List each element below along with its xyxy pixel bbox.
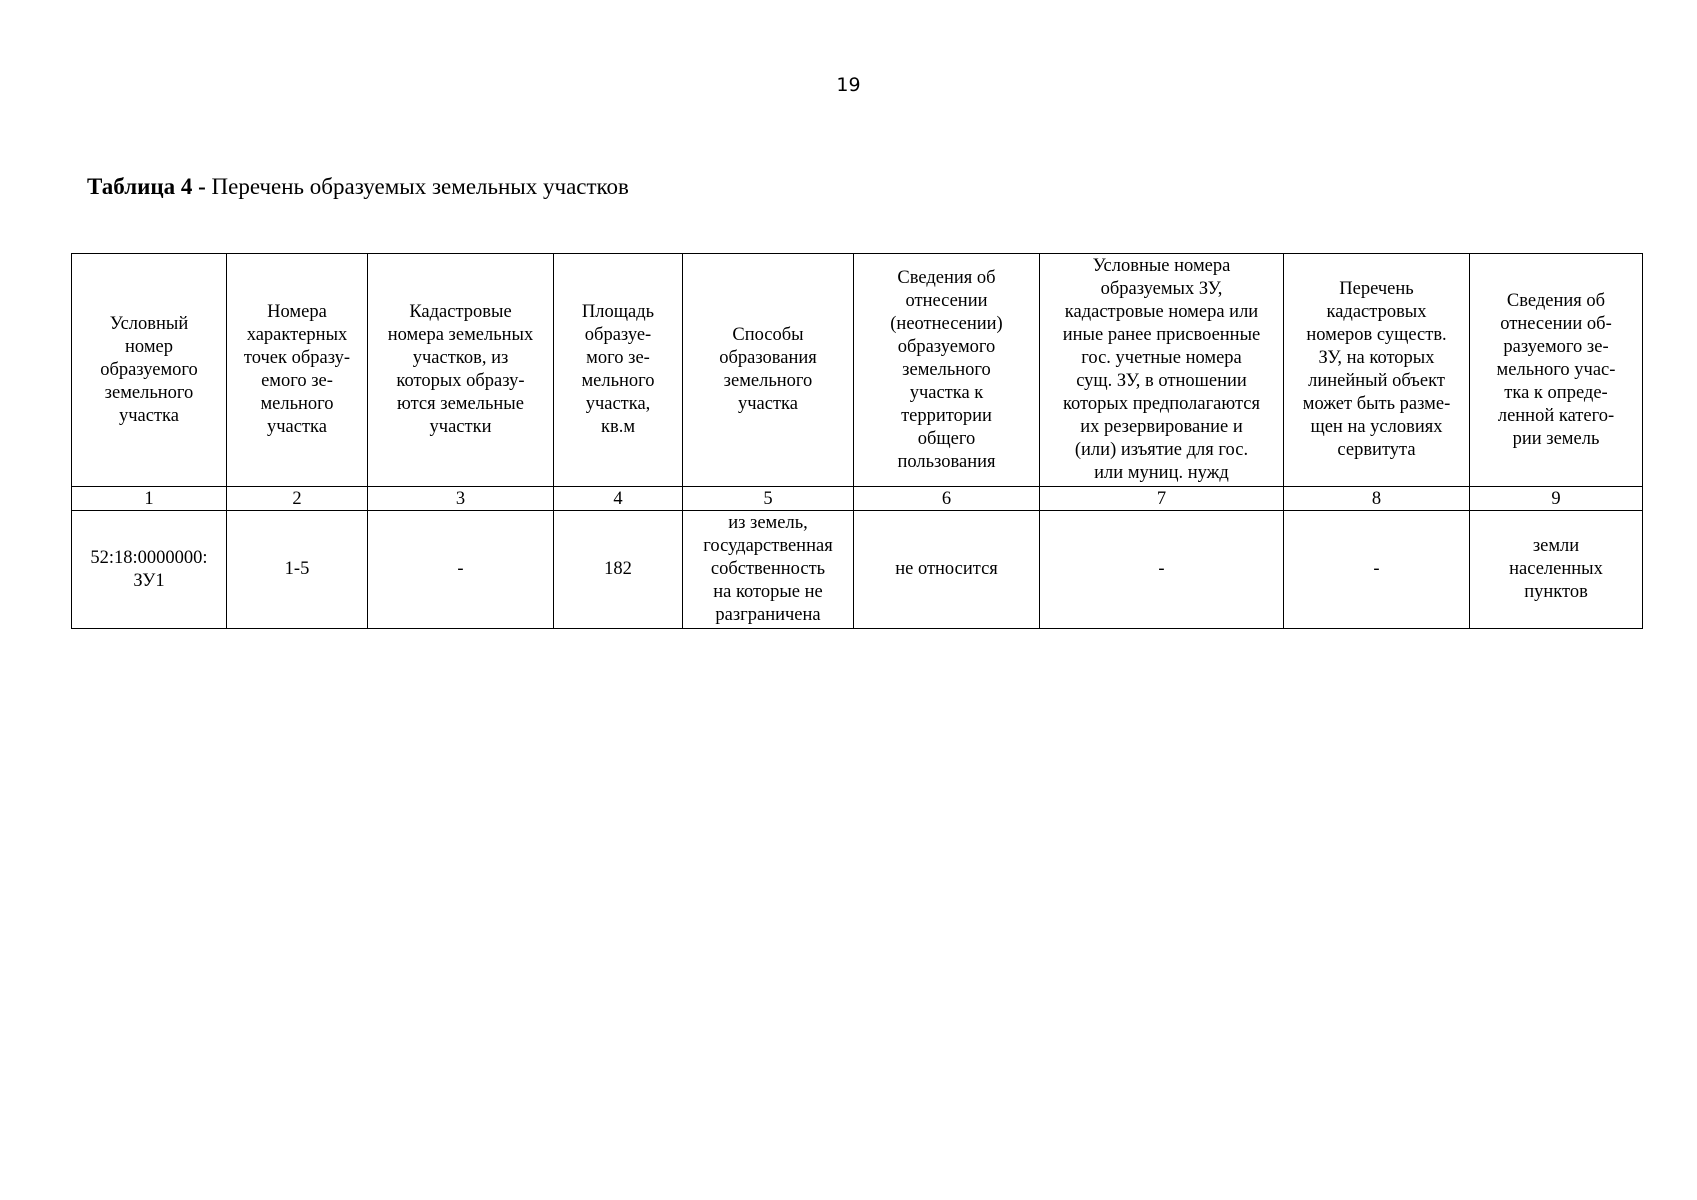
table-caption-text: Перечень образуемых земельных участков [211, 174, 629, 199]
cell-conditional-number: 52:18:0000000: ЗУ1 [72, 511, 227, 629]
parcels-table [71, 253, 1643, 629]
table-row [72, 511, 1643, 629]
column-number-cell: 6 [854, 487, 1040, 511]
cell-land-category: земли населенных пунктов [1470, 511, 1643, 629]
column-number-cell: 1 [72, 487, 227, 511]
header-cell-servitude-numbers: Перечень кадастровых номеров существ. ЗУ, на которых линейный объект может быть разме- щен на условиях сервитута [1284, 254, 1470, 487]
column-number-cell: 5 [683, 487, 854, 511]
header-cell-area: Площадь образуе- мого зе- мельного участка, кв.м [554, 254, 683, 487]
header-cell-source-cadastral-numbers: Кадастровые номера земельных участков, из которых образу- ются земельные участки [368, 254, 554, 487]
header-cell-formation-methods: Способы образования земельного участка [683, 254, 854, 487]
cell-servitude-numbers: - [1284, 511, 1470, 629]
table-caption [87, 174, 629, 200]
header-cell-public-territory: Сведения об отнесении (неотнесении) образуемого земельного участка к территории общего пользования [854, 254, 1040, 487]
header-cell-point-numbers: Номера характерных точек образу- емого зе- мельного участка [227, 254, 368, 487]
cell-area: 182 [554, 511, 683, 629]
cell-public-territory: не относится [854, 511, 1040, 629]
table-header-row [72, 254, 1643, 487]
cell-source-cadastral-numbers: - [368, 511, 554, 629]
page-number: 19 [836, 74, 861, 96]
column-number-row [72, 487, 1643, 511]
column-number-cell: 7 [1040, 487, 1284, 511]
column-number-cell: 9 [1470, 487, 1643, 511]
header-cell-land-category: Сведения об отнесении об- разуемого зе- мельного учас- тка к опреде- ленной катего- рии земель [1470, 254, 1643, 487]
header-cell-reservation-numbers: Условные номера образуемых ЗУ, кадастровые номера или иные ранее присвоенные гос. учетные номера сущ. ЗУ, в отношении которых предполагаются их резервирование и (или) изъятие для гос. или муниц. нужд [1040, 254, 1284, 487]
cell-point-numbers: 1-5 [227, 511, 368, 629]
column-number-cell: 3 [368, 487, 554, 511]
cell-reservation-numbers: - [1040, 511, 1284, 629]
cell-formation-method: из земель, государственная собственность на которые не разграничена [683, 511, 854, 629]
column-number-cell: 8 [1284, 487, 1470, 511]
table-caption-label: Таблица 4 - [87, 174, 206, 199]
header-cell-conditional-number: Условный номер образуемого земельного участка [72, 254, 227, 487]
column-number-cell: 4 [554, 487, 683, 511]
column-number-cell: 2 [227, 487, 368, 511]
